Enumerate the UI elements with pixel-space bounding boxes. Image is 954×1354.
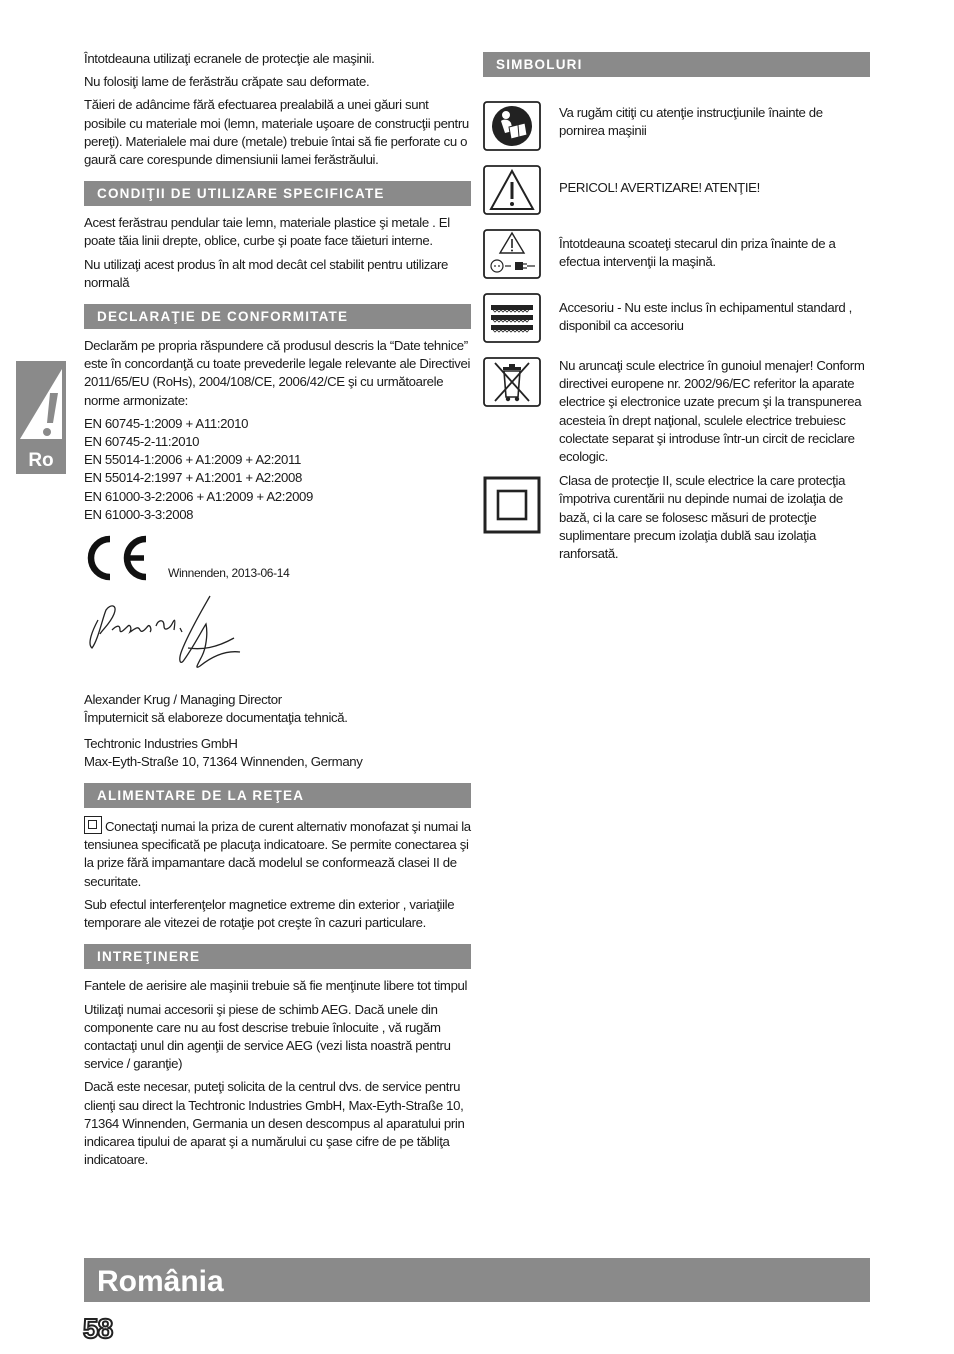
symbol-text: PERICOL! AVERTIZARE! ATENŢIE! bbox=[559, 180, 760, 195]
ce-mark-icon bbox=[84, 534, 152, 582]
symbol-text: Întotdeauna scoateţi stecarul din priza înainte de a efectua intervenţii la maşină. bbox=[559, 236, 836, 270]
class-ii-icon bbox=[84, 816, 102, 834]
symbol-text: Accesoriu - Nu este inclus în echipamentul standard , disponibil ca accesoriu bbox=[559, 300, 852, 334]
conditions-paragraph: Acest ferăstrau pendular taie lemn, materiale plastice şi metale . El poate tăia linii drepte, oblice, curbe şi poate face tăieturi interne. bbox=[84, 215, 450, 249]
company-address: Max-Eyth-Straße 10, 71364 Winnenden, Germany bbox=[84, 753, 363, 769]
declaration-paragraph: Declarăm pe propria răspundere că produsul descris la “Date tehnice” este în concordanţă cu toate prevederile legale relevante ale Directivei 2011/65/EU (RoHs), 2004/108/CE, 2006/42/CE şi cu următoarele norme armonizate: bbox=[84, 338, 471, 408]
ce-row bbox=[84, 534, 471, 590]
symbol-row bbox=[483, 293, 870, 351]
symbol-text: Va rugăm citiţi cu atenţie instrucţiunile înainte de pornirea maşinii bbox=[559, 105, 823, 139]
section-heading-declaration: DECLARAŢIE DE CONFORMITATE bbox=[84, 304, 471, 329]
standard-item: EN 55014-2:1997 + A1:2001 + A2:2008 bbox=[84, 470, 302, 486]
unplug-warning-icon bbox=[483, 229, 541, 279]
symbol-row bbox=[483, 472, 870, 563]
left-column bbox=[84, 50, 471, 1174]
standard-item: EN 60745-1:2009 + A11:2010 bbox=[84, 415, 249, 431]
maintenance-paragraph: Dacă este necesar, puteţi solicita de la centrul dvs. de service pentru clienţi sau direct la Techtronic Industries GmbH, Max-Eyth-Straße 10, 71364 Winnenden, Germania un desen descompus al aparatului prin indicarea tipului de aparat şi a numărului cu şase cifre de pe tăbliţa indicatoare. bbox=[84, 1079, 465, 1168]
symbol-text: Clasa de protecţie II, scule electrice la care protecţia împotriva curentării nu depinde numai de izolaţia de bază, ci la care se folosesc măsuri de protecţie suplimentare precum izolaţia dublă sau izolaţia ranforsată. bbox=[559, 473, 846, 562]
language-tab bbox=[16, 361, 66, 474]
standard-item: EN 55014-1:2006 + A1:2009 + A2:2011 bbox=[84, 452, 302, 468]
symbol-text: Nu aruncaţi scule electrice în gunoiul menajer! Conform directivei europene nr. 2002/96/EC referitor la aparate electrice şi electronice uzate precum şi la transpunerea acesteia în drept naţional, sculele electrice trebuiesc colectate separat şi introduse într-un circit de reciclare ecologic. bbox=[559, 358, 865, 465]
footer-title-bar: România bbox=[84, 1258, 870, 1302]
company-name: Techtronic Industries GmbH bbox=[84, 735, 238, 751]
warning-icon bbox=[16, 361, 66, 446]
intro-paragraph: Întotdeauna utilizaţi ecranele de protecţie ale maşinii. bbox=[84, 51, 375, 66]
conditions-paragraph: Nu utilizaţi acest produs în alt mod decât cel stabilit pentru utilizare normală bbox=[84, 256, 449, 290]
mains-paragraph-text: Conectaţi numai la priza de curent alternativ monofazat şi numai la tensiunea specificată pe placuţa indicatoare. Se permite conectarea şi la prize fără impamantare dacă modelul se conformează clasei II de securitate. bbox=[84, 819, 471, 889]
standard-item: EN 60745-2-11:2010 bbox=[84, 434, 200, 450]
symbol-row bbox=[483, 357, 870, 466]
section-heading-mains: ALIMENTARE DE LA REŢEA bbox=[84, 783, 471, 808]
standards-list bbox=[84, 415, 471, 524]
weee-bin-icon bbox=[483, 357, 541, 407]
standard-item: EN 61000-3-2:2006 + A1:2009 + A2:2009 bbox=[84, 488, 314, 504]
class-ii-icon bbox=[483, 476, 541, 534]
symbol-row bbox=[483, 165, 870, 223]
signatory-block bbox=[84, 691, 471, 771]
mains-paragraph bbox=[84, 816, 471, 891]
mains-paragraph: Sub efectul interferenţelor magnetice extreme din exterior , variaţiile temporare ale vitezei de rotaţie pot creşte în cazuri particulare. bbox=[84, 896, 455, 931]
intro-paragraph: Nu folosiţi lame de ferăstrău crăpate sau deformate. bbox=[84, 74, 370, 90]
warning-triangle-icon bbox=[483, 165, 541, 215]
read-manual-icon bbox=[483, 101, 541, 151]
intro-paragraph: Tăieri de adâncime fără efectuarea prealabilă a unei găuri sunt posibile cu materiale moi (lemn, materiale uşoare de construcţii pentru pereţi). Materialele mai dure (metale) trebuie întai să fie perforate cu o gaură care corespunde dimensiunii lamei ferăstrăului. bbox=[84, 97, 469, 168]
language-code: Ro bbox=[28, 450, 54, 471]
section-heading-symbols: SIMBOLURI bbox=[483, 52, 870, 77]
maintenance-paragraph: Utilizaţi numai accesorii şi piese de schimb AEG. Dacă unele din componente care nu au fost descrise trebuie înlocuite , vă rugăm contactaţi unul din agenţii de service AEG (vezi lista noastră pentru service / garanţie) bbox=[84, 1001, 451, 1072]
symbol-row bbox=[483, 101, 870, 159]
page-number: 58 bbox=[83, 1313, 113, 1344]
section-heading-maintenance: INTREŢINERE bbox=[84, 944, 471, 969]
place-date: Winnenden, 2013-06-14 bbox=[168, 566, 290, 581]
authorized-text: Împuternicit să elaboreze documentaţia tehnică. bbox=[84, 710, 348, 726]
signature-image bbox=[84, 590, 254, 682]
accessory-blades-icon bbox=[483, 293, 541, 343]
symbol-row bbox=[483, 229, 870, 287]
standard-item: EN 61000-3-3:2008 bbox=[84, 506, 194, 522]
maintenance-paragraph: Fantele de aerisire ale maşinii trebuie să fie menţinute libere tot timpul bbox=[84, 978, 468, 994]
signatory-name: Alexander Krug / Managing Director bbox=[84, 692, 282, 708]
right-column bbox=[483, 52, 870, 569]
section-heading-conditions: CONDIŢII DE UTILIZARE SPECIFICATE bbox=[84, 181, 471, 206]
